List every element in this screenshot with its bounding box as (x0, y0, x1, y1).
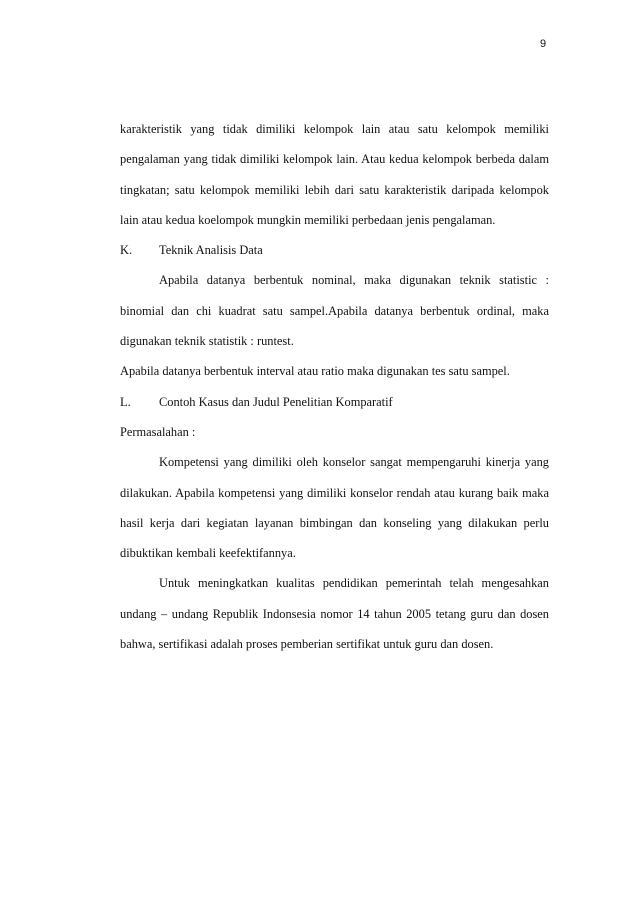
section-title-k: Teknik Analisis Data (159, 243, 263, 258)
document-body (120, 114, 549, 659)
section-heading-k (120, 235, 549, 265)
paragraph-permasalahan: Permasalahan : (120, 424, 196, 439)
paragraph-comparison-groups: karakteristik yang tidak dimiliki kelompok lain atau satu kelompok memiliki pengalaman yang tidak dimiliki kelompok lain. Atau kedua kelompok berbeda dalam tingkatan; satu kelompok memiliki lebih dari satu karakteristik daripada kelompok lain atau kedua koelompok mungkin memiliki perbedaan jenis pengalaman. (120, 122, 549, 227)
section-letter-k: K. (120, 243, 133, 258)
section-letter-l: L. (120, 394, 131, 409)
paragraph-kompetensi: Kompetensi yang dimiliki oleh konselor sangat mempengaruhi kinerja yang dilakukan. Apabila kompetensi yang dimiliki konselor rendah atau kurang baik maka hasil kerja dari kegiatan layanan bimbingan dan konseling yang dilakukan perlu dibuktikan kembali keefektifannya. (120, 455, 549, 561)
paragraph-sertifikasi: Untuk meningkatkan kualitas pendidikan pemerintah telah mengesahkan undang – undang Republik Indonsesia nomor 14 tahun 2005 tetang guru dan dosen bahwa, sertifikasi adalah proses pemberian sertifikat untuk guru dan dosen. (120, 576, 549, 652)
section-heading-l (120, 387, 549, 417)
paragraph-nominal-ordinal: Apabila datanya berbentuk nominal, maka digunakan teknik statistic : binomial dan chi kuadrat satu sampel.Apabila datanya berbentuk ordinal, maka digunakan teknik statistik : runtest. (120, 273, 549, 349)
section-title-l: Contoh Kasus dan Judul Penelitian Komparatif (159, 394, 393, 409)
page-number: 9 (540, 38, 547, 50)
paragraph-interval-ratio: Apabila datanya berbentuk interval atau ratio maka digunakan tes satu sampel. (120, 364, 510, 379)
